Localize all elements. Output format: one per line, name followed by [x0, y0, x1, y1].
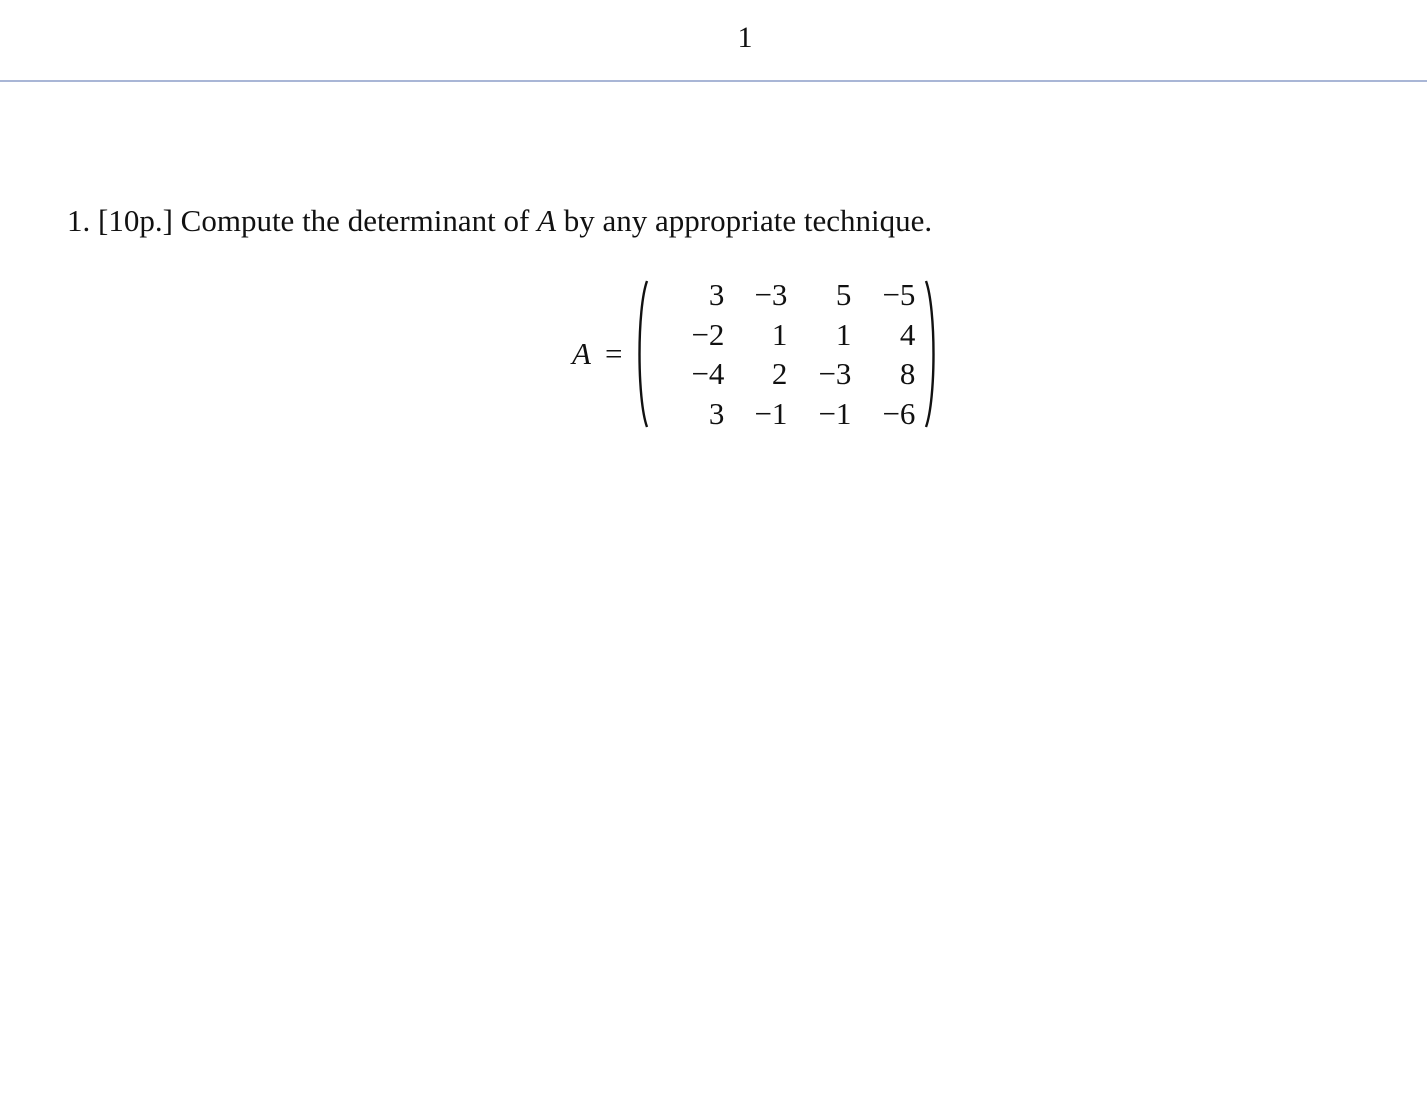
- matrix-cell: 8: [899, 356, 916, 391]
- matrix-cell: 2: [771, 356, 788, 391]
- matrix-cell: −1: [754, 395, 788, 431]
- problem-statement: [67, 200, 932, 242]
- equation-lhs: A: [572, 336, 591, 371]
- matrix-cell: 3: [708, 277, 725, 312]
- right-parenthesis: [921, 279, 941, 429]
- matrix-cell: 1: [835, 316, 852, 352]
- matrix-cell: −4: [691, 356, 725, 391]
- matrix-cell: 5: [835, 277, 852, 312]
- problem-number: 1.: [67, 203, 91, 238]
- matrix-body: [654, 275, 915, 433]
- problem-variable: A: [537, 203, 557, 238]
- matrix-cell: 1: [771, 316, 788, 352]
- matrix-cell: −3: [818, 356, 852, 391]
- matrix-cell: −3: [754, 277, 788, 312]
- matrix-equation: [572, 276, 941, 432]
- equals-sign: =: [604, 336, 623, 371]
- matrix-cell: 3: [708, 395, 725, 431]
- matrix-cell: −6: [882, 395, 916, 431]
- matrix-cell: 4: [899, 316, 916, 352]
- matrix-cell: −2: [691, 316, 725, 352]
- problem-points: [10p.]: [98, 203, 173, 238]
- page-number: 1: [737, 21, 753, 54]
- problem-text-after: by any appropriate technique.: [563, 203, 933, 238]
- left-parenthesis: [632, 279, 652, 429]
- header-divider: [0, 80, 1427, 82]
- problem-text-before: Compute the determinant of: [180, 203, 530, 238]
- matrix-cell: −1: [818, 395, 852, 431]
- matrix-cell: −5: [882, 277, 916, 312]
